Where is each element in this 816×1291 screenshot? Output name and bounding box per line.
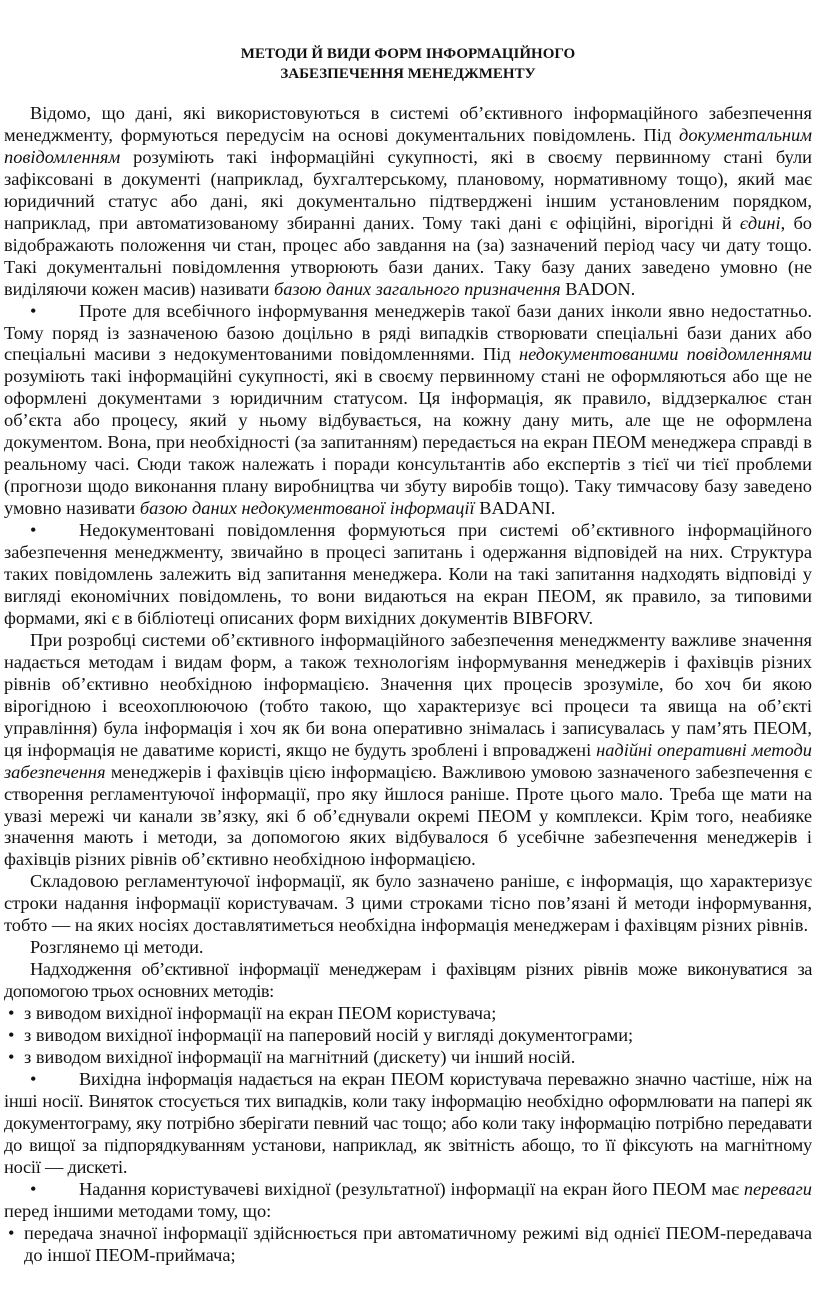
text-run: BADANI. <box>474 498 556 519</box>
bullet-icon: • <box>8 1222 15 1243</box>
term-unified: єдині <box>739 212 781 233</box>
text-run: BADON. <box>560 278 636 299</box>
text-run: розуміють такі інформаційні сукупності, які в своєму первинному стані не оформляються або ще не оформлені документами з юридичним статусом. Ця інформація, як правило, віддзеркалює стан об’єкта або процесу, який у ньому відбувається, на кожну дану мить, але ще не оформлена документом. Вона, при необхідності (за запитанням) передається на екран ПЕОМ менеджера справді в реальному часі. Сюди також належать і поради консультантів або експертів з тієї чи тієї проблеми (прогнози щодо виконання плану виробництва чи збуту виробів тощо). Таку тимчасову базу заведено умовно називати <box>4 366 812 519</box>
paragraph-regulating-information <box>4 871 812 937</box>
paragraph-consider-methods <box>4 937 812 959</box>
bullet-icon: • <box>30 1068 37 1089</box>
text-run: Надходження об’єктивної інформації менеджерам і фахівцям різних рівнів може виконуватися за допомогою трьох основних методів: <box>4 959 812 1002</box>
bullet-icon: • <box>8 1046 15 1067</box>
paragraph-forming-messages <box>4 520 812 630</box>
bullet-icon: • <box>30 520 37 541</box>
paragraph-undocumented-messages <box>4 301 812 521</box>
list-item-text: з виводом вихідної інформації на екран ПЕОМ користувача; <box>24 1003 497 1024</box>
bullet-icon: • <box>30 1178 37 1199</box>
bullet-icon: • <box>8 1025 15 1046</box>
list-item-text: передача значної інформації здійснюється при автоматичному режимі від однієї ПЕОМ-передавача до іншої ПЕОМ-приймача; <box>24 1222 812 1265</box>
paragraph-output-to-screen <box>4 1069 812 1179</box>
term-reliable-methods: надійні оперативні методи забезпечення <box>4 739 812 782</box>
bullet-icon: • <box>30 300 37 321</box>
list-item-method-paper <box>4 1025 812 1047</box>
document-body <box>4 103 812 1267</box>
list-item-advantage-transfer <box>4 1223 812 1267</box>
text-run: Складовою регламентуючої інформації, як було зазначено раніше, є інформація, що характеризує строки надання інформації користувачам. З цими строками тісно пов’язані й методи інформування, тобто — на яких носіях доставлятиметься необхідна інформація менеджерам і фахівцям різних рівнів. <box>4 871 812 936</box>
list-item-method-magnetic <box>4 1047 812 1069</box>
text-run: менеджерів і фахівців цією інформацією. Важливою умовою зазначеного забезпечення є створення регламентуючої інформації, про яку йшлося раніше. Проте цього мало. Треба ще мати на увазі мережі чи канали зв’язку, які б об’єднували окремі ПЕОМ у комплекси. Крім того, неабияке значення мають і методи, за допомогою яких відбувалося б усебічне забезпечення менеджерів і фахівців різних рівнів об’єктивно необхідною інформацією. <box>4 761 812 870</box>
text-run: розуміють такі інформаційні сукупності, які в своєму первинному стані були зафіксовані в документі (наприклад, бухгалтерському, плановому, нормативному тощо), який має юридичний статус або дані, які документально підтверджені іншим установленим порядком, наприклад, при автоматизованому збиранні даних. Тому такі дані є офіційні, вірогідні й <box>4 146 812 233</box>
list-item-method-screen <box>4 1003 812 1025</box>
paragraph-advantages <box>4 1179 812 1223</box>
text-run: Відомо, що дані, які використовуються в системі об’єктивного інформаційного забезпечення менеджменту, формуються передусім на основі документальних повідомлень. Під <box>4 103 812 145</box>
text-run: , бо відображають положення чи стан, процес або завдання на (за) зазначений період часу чи дату тощо. Такі документальні повідомлення утворюють бази даних. Таку базу даних заведено умовно (не виділяючи кожен масив) називати <box>4 212 812 299</box>
paragraph-three-methods <box>4 959 812 1003</box>
term-undocumented-database: базою даних недокументованої інформації <box>139 498 475 519</box>
list-item-text: з виводом вихідної інформації на магнітний (дискету) чи інший носій. <box>24 1046 576 1067</box>
document-title-line-2: ЗАБЕЗПЕЧЕННЯ МЕНЕДЖМЕНТУ <box>280 66 536 82</box>
term-general-database: базою даних загального призначення <box>273 278 561 299</box>
term-undocumented-message: недокументованими повідомленнями <box>518 344 812 365</box>
paragraph-documented-messages <box>4 103 812 301</box>
paragraph-methods-and-forms <box>4 630 812 871</box>
term-documented-message: документальним повідомленням <box>4 124 812 167</box>
text-run: Надання користувачеві вихідної (результатної) інформації на екран його ПЕОМ має <box>79 1178 744 1199</box>
text-run: Недокументовані повідомлення формуються при системі об’єктивного інформаційного забезпечення менеджменту, звичайно в процесі запитань і одержання відповідей на них. Структура таких повідомлень залежить від запитання менеджера. Коли на такі запитання надходять відповіді у вигляді економічних повідомлень, то вони видаються на екран ПЕОМ, як правило, за типовими формами, які є в бібліотеці описаних форм вихідних документів BIBFORV. <box>4 520 812 628</box>
text-run: Проте для всебічного інформування менеджерів такої бази даних інколи явно недостатньо. Тому поряд із зазначеною базою доцільно в ряді випадків створювати спеціальні бази даних або спеціальні масиви з недокументованими повідомленнями. Під <box>4 300 812 365</box>
text-run: перед іншими методами тому, що: <box>4 1200 272 1221</box>
text-run: Вихідна інформація надається на екран ПЕОМ користувача переважно значно частіше, ніж на інші носії. Виняток стосується тих випадків, коли таку інформацію необхідно оформлювати на папері як документограму, яку потрібно зберігати певний час тощо; або коли таку інформацію потрібно передавати до вищої за підпорядкуванням установи, наприклад, як звітність абощо, то її фіксують на магнітному носії — дискеті. <box>4 1068 812 1177</box>
text-run: Розглянемо ці методи. <box>30 937 204 958</box>
text-run: При розробці системи об’єктивного інформаційного забезпечення менеджменту важливе значення надається методам і видам форм, а також технологіям інформування менеджерів і фахівців різних рівнів об’єктивно необхідною інформацією. Значення цих процесів зрозуміле, бо хоч би якою вірогідною і всеохоплюючою (тобто такою, що характеризує всі процеси та явища на об’єкті управління) була інформація і хоч як би вона оперативно знімалась і записувалась у пам’ять ПЕОМ, ця інформація не даватиме користі, якщо не будуть зроблені і впроваджені <box>4 629 812 760</box>
list-item-text: з виводом вихідної інформації на паперовий носій у вигляді документограми; <box>24 1025 634 1046</box>
document-title-line-1: МЕТОДИ Й ВИДИ ФОРМ ІНФОРМАЦІЙНОГО <box>240 46 576 62</box>
bullet-icon: • <box>8 1003 15 1024</box>
term-advantages: переваги <box>743 1178 812 1199</box>
